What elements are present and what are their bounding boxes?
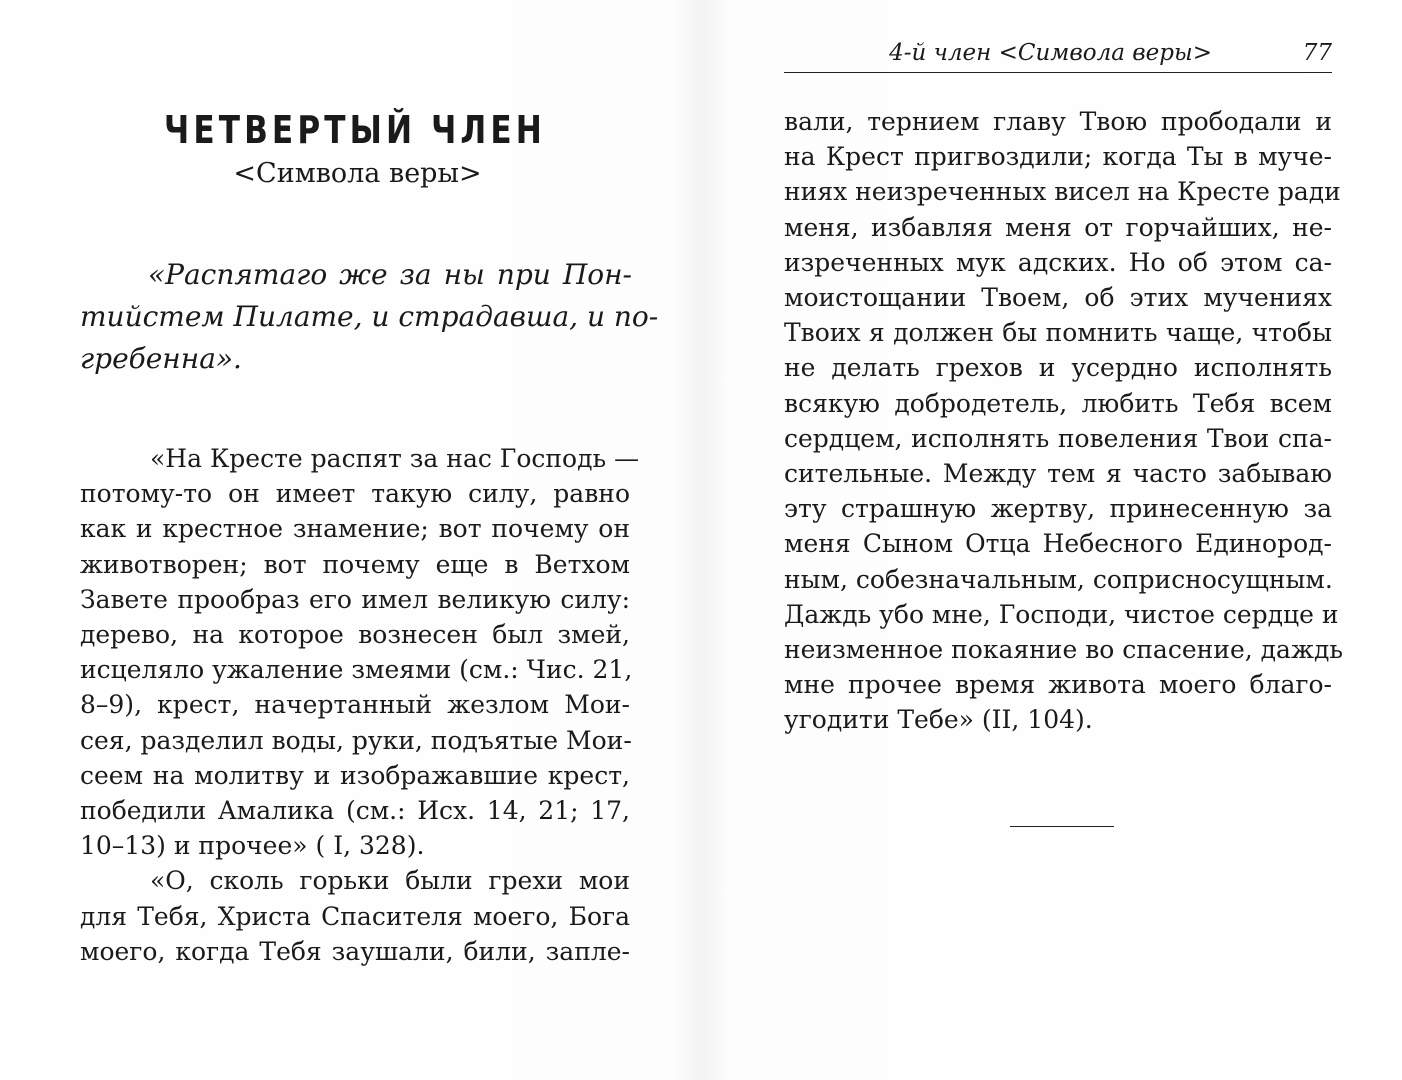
text-line: Даждь убо мне, Господи, чистое сердце и [784,599,1339,629]
text-line: вали, тернием главу Твою прободали и [784,107,1332,136]
text-line: ниях неизреченных висел на Кресте ради [784,177,1341,207]
text-line: сея, разделил воды, руки, подъятые Мои- [80,725,632,755]
text-line: «На Кресте распят за нас Господь — [150,444,640,473]
epigraph-quote [80,254,659,380]
left-body-text [80,441,640,969]
text-line: как и крестное знамение; вот почему он [80,514,630,544]
text-line: меня, избавляя меня от горчайших, не- [784,212,1332,242]
text-line: Твоих я должен бы помнить чаще, чтобы [784,318,1332,348]
text-line: Завете прообраз его имел великую силу: [80,584,630,614]
text-line: для Тебя, Христа Спасителя моего, Бога [80,901,630,931]
chapter-subtitle: <Символа веры> [233,158,482,189]
text-line: ным, собезначальным, соприсносущным. [784,564,1333,594]
text-line: животворен; вот почему еще в Ветхом [80,549,630,579]
chapter-title: ЧЕТВЕРТЫЙ ЧЛЕН [164,108,546,152]
text-line: 10–13) и прочее» ( I, 328). [80,831,425,861]
text-line: на Крест пригвоздили; когда Ты в муче- [784,142,1332,172]
text-line: победили Амалика (см.: Исх. 14, 21; 17, [80,796,630,826]
running-header [784,40,1332,76]
text-line: мне прочее время живота моего благо- [784,670,1332,700]
text-line: исцеляло ужаление змеями (см.: Чис. 21, [80,655,633,685]
text-line: неизменное покаяние во спасение, даждь [784,635,1343,665]
section-end-rule [1010,826,1114,827]
right-body-text [784,104,1343,738]
text-line: 8–9), крест, начертанный жезлом Мои- [80,690,630,720]
page-number: 77 [1302,40,1332,66]
text-line: моего, когда Тебя заушали, били, запле- [80,936,630,966]
header-rule [784,72,1332,73]
running-title: 4-й член <Символа веры> [889,40,1212,66]
epigraph-line: «Распятаго же за ны при Пон- [148,258,632,291]
text-line: дерево, на которое вознесен был змей, [80,620,630,650]
text-line: эту страшную жертву, принесенную за [784,494,1332,524]
text-line: моистощании Твоем, об этих мучениях [784,283,1332,313]
text-line: сердцем, исполнять повеления Твои спа- [784,423,1332,453]
text-line: изреченных мук адских. Но об этом са- [784,247,1332,277]
text-line: сительные. Между тем я часто забываю [784,459,1332,489]
text-line: потому-то он имеет такую силу, равно [80,479,630,509]
epigraph-line: тийстем Пилате, и страдавша, и по- [80,300,659,333]
text-line: меня Сыном Отца Небесного Единород- [784,529,1332,559]
text-line: сеем на молитву и изображавшие крест, [80,760,630,790]
epigraph-line: гребенна». [80,342,242,375]
text-line: угодити Тебе» (II, 104). [784,705,1093,735]
text-line: «О, сколь горьки были грехи мои [150,866,630,896]
text-line: не делать грехов и усердно исполнять [784,353,1332,383]
text-line: всякую добродетель, любить Тебя всем [784,388,1332,418]
